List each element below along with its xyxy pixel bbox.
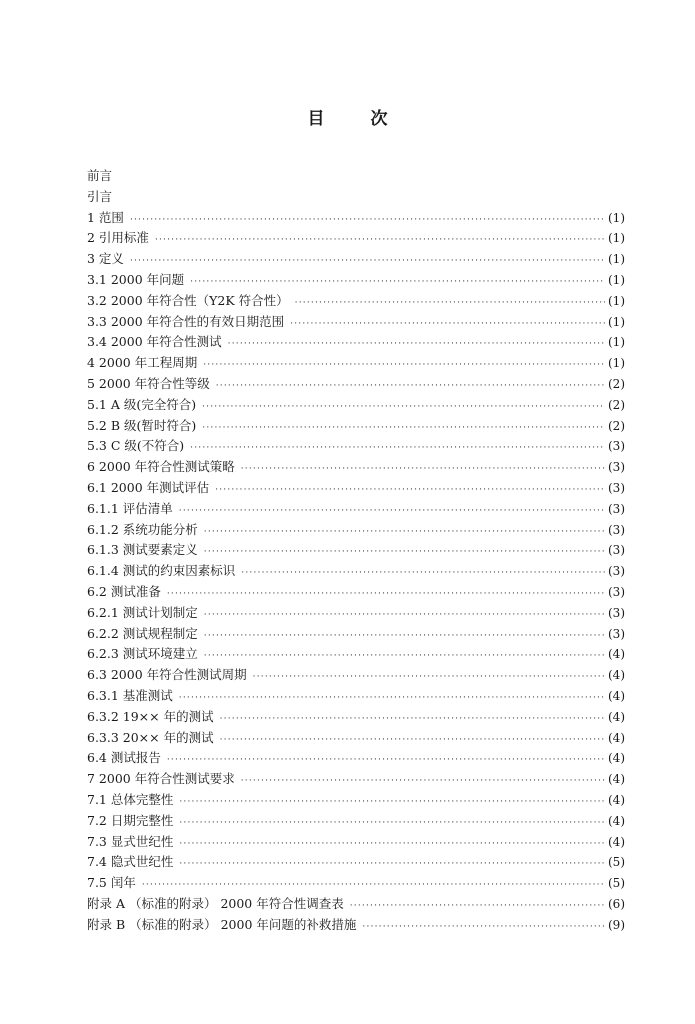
toc-entry-page: (4) [608,792,625,807]
toc-entry-label: 6.1 2000 年测试评估 [87,479,210,495]
toc-entry-page: (4) [608,647,625,662]
toc-entry [87,353,625,374]
toc-entry [87,478,625,499]
toc-leader-dots [130,251,605,272]
toc-entry-page: (1) [608,252,625,267]
toc-entry-page: (3) [608,501,625,516]
toc-entry [87,499,625,520]
toc-entry-page: (1) [608,335,625,350]
toc-entry [87,852,625,873]
toc-entry [87,644,625,665]
toc-entry-label: 3.1 2000 年问题 [87,271,185,287]
toc-entry-page: (2) [608,397,625,412]
toc-entry [87,561,625,582]
toc-entry-page: (4) [608,834,625,849]
toc-leader-dots [253,667,605,688]
toc-leader-dots [241,771,605,792]
toc-entry-label: 2 引用标准 [87,230,149,246]
toc-entry-page: (4) [608,813,625,828]
toc-entry-page: (1) [608,210,625,225]
toc-leader-dots [167,750,605,771]
toc-leader-dots [204,646,605,667]
toc-entry-label: 3 定义 [87,251,124,267]
toc-entry-label: 6.1.1 评估清单 [87,500,173,516]
toc-entry-page: (1) [608,314,625,329]
toc-entry [87,374,625,395]
toc-leader-dots [228,334,605,355]
toc-entry [87,894,625,915]
toc-entry-page: (6) [608,896,625,911]
toc-entry-page: (4) [608,688,625,703]
toc-entry-label: 3.4 2000 年符合性测试 [87,334,222,350]
toc-entry-label: 附录 A （标准的附录） 2000 年符合性调查表 [87,895,344,911]
toc-leader-dots [202,418,605,439]
toc-leader-dots [179,813,605,834]
toc-leader-dots [202,397,605,418]
toc-entry [87,291,625,312]
toc-entry-label: 7 2000 年符合性测试要求 [87,771,235,787]
toc-entry [87,187,625,208]
toc-entry-label: 7.4 隐式世纪性 [87,854,174,870]
toc-entry-page: (2) [608,376,625,391]
toc-entry-page: (3) [608,543,625,558]
toc-entry [87,416,625,437]
toc-entry-page: (9) [608,917,625,932]
toc-leader-dots [216,376,605,397]
toc-entry-page: (2) [608,418,625,433]
toc-entry-label: 6.1.2 系统功能分析 [87,521,198,537]
toc-entry-label: 6.2.1 测试计划制定 [87,604,198,620]
toc-leader-dots [362,917,605,938]
toc-entry [87,312,625,333]
toc-leader-dots [179,834,605,855]
toc-entry-label: 5.1 A 级(完全符合) [87,396,197,412]
toc-entry [87,208,625,229]
toc-entry [87,270,625,291]
toc-entry [87,228,625,249]
toc-leader-dots [155,230,605,251]
toc-entry [87,582,625,603]
toc-entry-label: 6.1.4 测试的约束因素标识 [87,563,236,579]
toc-entry-page: (4) [608,751,625,766]
toc-entry-label: 7.2 日期完整性 [87,812,174,828]
toc-entry [87,603,625,624]
toc-entry-label: 4 2000 年工程周期 [87,355,198,371]
toc-entry [87,624,625,645]
toc-leader-dots [190,438,605,459]
toc-leader-dots [220,730,605,751]
toc-entry [87,332,625,353]
toc-entry [87,436,625,457]
toc-entry-label: 6.2 测试准备 [87,583,161,599]
toc-leader-dots [290,314,605,335]
toc-entry [87,457,625,478]
toc-entry [87,873,625,894]
toc-entry [87,540,625,561]
page-title: 目 次 [307,109,408,129]
toc-entry-label: 附录 B （标准的附录） 2000 年问题的补救措施 [87,916,357,932]
toc-leader-dots [179,854,605,875]
toc-entry-label: 6.2.3 测试环境建立 [87,646,198,662]
toc-entry [87,395,625,416]
toc-entry-label: 前言 [87,168,113,183]
toc-leader-dots [241,563,605,584]
toc-entry [87,520,625,541]
toc-entry [87,728,625,749]
toc-entry-label: 5.2 B 级(暂时符合) [87,417,197,433]
toc-leader-dots [203,355,605,376]
toc-entry-page: (4) [608,668,625,683]
toc-entry [87,915,625,936]
toc-entry-page: (4) [608,730,625,745]
toc-leader-dots [204,605,605,626]
table-of-contents [87,166,625,935]
toc-entry-page: (4) [608,772,625,787]
toc-entry-label: 5 2000 年符合性等级 [87,375,210,391]
toc-entry-label: 6.1.3 测试要素定义 [87,542,198,558]
toc-entry [87,832,625,853]
toc-entry-page: (3) [608,584,625,599]
toc-leader-dots [350,896,605,917]
toc-entry-page: (5) [608,855,625,870]
toc-entry-label: 6.4 测试报告 [87,750,161,766]
toc-entry-label: 6.3.2 19×× 年的测试 [87,708,214,724]
toc-entry-label: 6 2000 年符合性测试策略 [87,459,235,475]
toc-entry-page: (4) [608,709,625,724]
toc-entry-label: 6.3 2000 年符合性测试周期 [87,667,247,683]
toc-entry-label: 3.3 2000 年符合性的有效日期范围 [87,313,285,329]
toc-entry-label: 7.3 显式世纪性 [87,833,174,849]
toc-entry-label: 3.2 2000 年符合性（Y2K 符合性） [87,292,289,308]
toc-entry [87,686,625,707]
toc-entry-page: (1) [608,231,625,246]
toc-entry [87,665,625,686]
toc-leader-dots [142,875,605,896]
toc-entry [87,769,625,790]
toc-entry-page: (1) [608,356,625,371]
toc-leader-dots [204,542,605,563]
toc-entry [87,790,625,811]
toc-leader-dots [204,522,605,543]
toc-leader-dots [190,272,605,293]
toc-leader-dots [130,210,605,231]
toc-entry-page: (3) [608,480,625,495]
toc-entry-page: (3) [608,564,625,579]
toc-entry-page: (1) [608,293,625,308]
toc-entry-page: (3) [608,460,625,475]
toc-leader-dots [295,293,605,314]
toc-leader-dots [220,709,605,730]
toc-entry-label: 7.1 总体完整性 [87,791,174,807]
toc-entry [87,811,625,832]
toc-leader-dots [215,480,605,501]
toc-entry [87,166,625,187]
toc-entry [87,707,625,728]
toc-entry-page: (5) [608,876,625,891]
toc-entry-page: (3) [608,626,625,641]
toc-leader-dots [179,792,605,813]
toc-leader-dots [167,584,605,605]
toc-entry-label: 6.3.1 基准测试 [87,687,173,703]
toc-entry-label: 1 范围 [87,209,124,225]
toc-entry-page: (3) [608,439,625,454]
toc-entry-label: 7.5 闰年 [87,875,136,891]
toc-entry-label: 6.3.3 20×× 年的测试 [87,729,214,745]
toc-leader-dots [179,501,605,522]
toc-entry-label: 5.3 C 级(不符合) [87,438,185,454]
toc-entry-page: (1) [608,272,625,287]
toc-entry-label: 引言 [87,188,113,204]
toc-entry-page: (3) [608,522,625,537]
toc-leader-dots [241,459,605,480]
toc-entry-page: (3) [608,605,625,620]
toc-leader-dots [204,626,605,647]
toc-entry [87,249,625,270]
toc-entry-label: 6.2.2 测试规程制定 [87,625,198,641]
toc-entry [87,748,625,769]
toc-leader-dots [179,688,605,709]
